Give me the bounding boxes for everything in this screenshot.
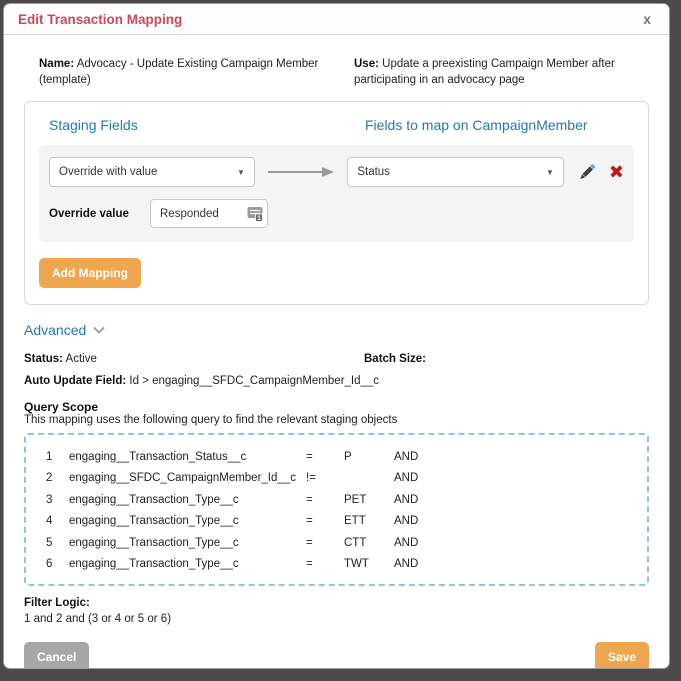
condition-conjunction: AND (394, 472, 419, 485)
condition-conjunction: AND (394, 536, 419, 549)
query-scope-box (24, 433, 649, 586)
filter-logic-value: 1 and 2 and (3 or 4 or 5 or 6) (24, 613, 172, 626)
delete-mapping-button[interactable] (609, 163, 624, 181)
condition-value: PET (344, 493, 367, 506)
condition-value: ETT (344, 515, 366, 528)
mapping-panel (24, 101, 649, 305)
condition-number: 1 (46, 450, 53, 463)
name-info (39, 57, 354, 88)
query-condition-row (46, 511, 629, 533)
dialog-body (4, 35, 669, 669)
condition-operator: = (306, 558, 313, 571)
query-condition-row (46, 554, 629, 576)
condition-number: 6 (46, 558, 53, 571)
query-scope-section (24, 400, 649, 426)
chevron-down-icon: ▼ (236, 167, 245, 177)
condition-number: 3 (46, 493, 53, 506)
condition-field: engaging__Transaction_Type__c (69, 536, 239, 549)
override-input-wrap (150, 199, 268, 228)
staging-fields-heading: Staging Fields (49, 117, 138, 134)
delete-x-icon: ✖ (608, 162, 624, 183)
staging-field-select[interactable] (49, 157, 255, 187)
query-condition-row (46, 489, 629, 511)
condition-operator: = (306, 493, 313, 506)
close-icon[interactable]: x (643, 11, 651, 27)
advanced-label: Advanced (24, 322, 87, 339)
target-field-select[interactable] (347, 157, 564, 187)
name-value: Advocacy - Update Existing Campaign Member (template) (39, 58, 319, 86)
batch-size-label: Batch Size: (364, 353, 426, 366)
target-select-value: Status (357, 166, 390, 179)
filter-logic-label: Filter Logic: (24, 597, 90, 610)
condition-conjunction: AND (394, 558, 419, 571)
use-info (354, 57, 649, 88)
name-label: Name: (39, 58, 75, 70)
add-mapping-button[interactable]: Add Mapping (39, 258, 141, 288)
condition-operator: = (306, 536, 313, 549)
advanced-toggle[interactable] (24, 322, 649, 338)
condition-value: TWT (344, 558, 369, 571)
override-row (49, 199, 624, 228)
condition-number: 2 (46, 472, 53, 485)
target-fields-heading: Fields to map on CampaignMember (365, 117, 588, 134)
query-scope-title: Query Scope (24, 400, 99, 415)
svg-text:1: 1 (257, 215, 261, 223)
condition-field: engaging__Transaction_Type__c (69, 493, 239, 506)
condition-number: 5 (46, 536, 53, 549)
condition-field: engaging__Transaction_Type__c (69, 515, 239, 528)
mapping-headings (39, 117, 634, 133)
auto-update-label: Auto Update Field: (24, 375, 127, 388)
condition-operator: = (306, 450, 313, 463)
dialog-footer (24, 642, 649, 669)
condition-field: engaging__SFDC_CampaignMember_Id__c (69, 472, 296, 485)
insert-field-icon[interactable] (247, 206, 263, 222)
status-value: Active (65, 353, 97, 366)
mapping-arrow-zone (255, 166, 347, 178)
edit-transaction-mapping-dialog (3, 3, 670, 669)
filter-logic-section (24, 595, 649, 627)
condition-value: P (344, 450, 352, 463)
use-label: Use: (354, 58, 379, 70)
query-condition-row (46, 468, 629, 490)
status-label: Status: (24, 353, 63, 366)
query-condition-row (46, 446, 629, 468)
condition-value: CTT (344, 536, 367, 549)
pencil-icon (577, 163, 596, 182)
info-row (24, 57, 649, 88)
auto-update-field-row (24, 375, 649, 387)
condition-field: engaging__Transaction_Status__c (69, 450, 247, 463)
dialog-title: Edit Transaction Mapping (18, 11, 183, 27)
batch-size-info (364, 353, 649, 365)
use-value: Update a preexisting Campaign Member after participating in an advocacy page (354, 58, 615, 86)
mapping-row (49, 157, 624, 187)
condition-operator: != (306, 472, 316, 485)
condition-conjunction: AND (394, 493, 419, 506)
override-value-label: Override value (49, 207, 129, 220)
edit-mapping-button[interactable] (577, 163, 596, 182)
condition-conjunction: AND (394, 450, 419, 463)
condition-conjunction: AND (394, 515, 419, 528)
save-button[interactable]: Save (595, 642, 649, 669)
auto-update-value: Id > engaging__SFDC_CampaignMember_Id__c (129, 375, 380, 388)
chevron-down-icon: ▼ (545, 167, 554, 177)
right-arrow-icon (266, 166, 336, 178)
query-scope-description: This mapping uses the following query to find the relevant staging objects (24, 414, 398, 427)
cancel-button[interactable]: Cancel (24, 642, 89, 669)
chevron-down-icon (93, 326, 105, 334)
dialog-header (4, 4, 669, 35)
mapping-row-box (39, 145, 634, 242)
status-batch-row (24, 353, 649, 365)
status-info (24, 353, 364, 365)
condition-operator: = (306, 515, 313, 528)
query-condition-row (46, 532, 629, 554)
condition-number: 4 (46, 515, 53, 528)
staging-select-value: Override with value (59, 166, 158, 179)
condition-field: engaging__Transaction_Type__c (69, 558, 239, 571)
